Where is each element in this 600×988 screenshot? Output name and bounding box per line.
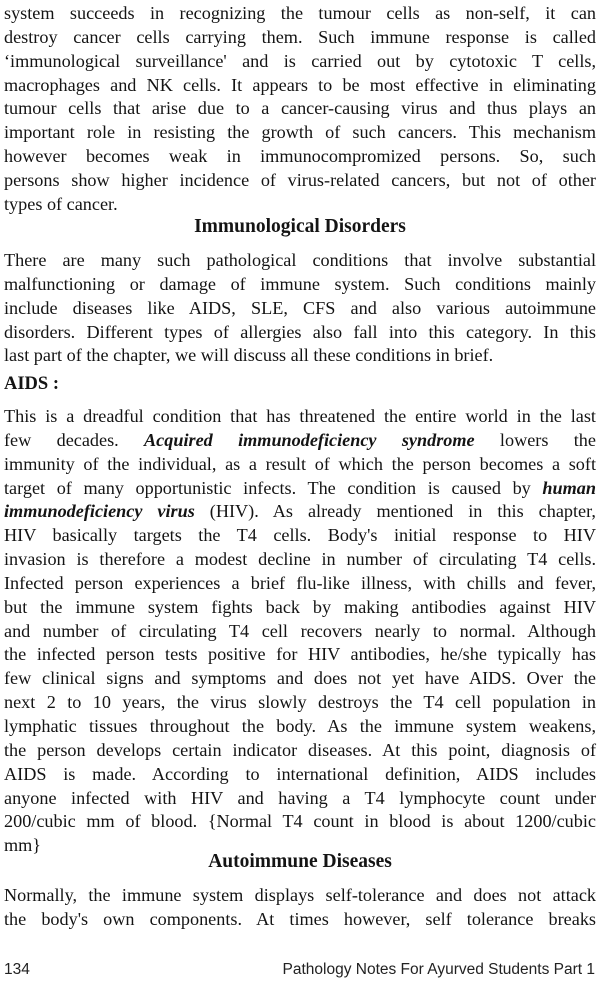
text-line: anyone infected with HIV and having a T4 lymphocyte count under (4, 787, 596, 808)
text-run: few decades. (4, 429, 145, 450)
text-line: include diseases like AIDS, SLE, CFS and also various autoimmune (4, 297, 596, 318)
paragraph-autoimmune (4, 884, 596, 932)
running-footer-title: Pathology Notes For Ayurved Students Part 1 (282, 961, 595, 978)
text-line: tumour cells that arise due to a cancer-causing virus and thus plays an (4, 98, 596, 119)
text-line: the infected person tests positive for HIV antibodies, he/she typically has (4, 644, 596, 665)
text-run: (HIV). As already mentioned in this chapter, (194, 501, 596, 522)
text-line: system succeeds in recognizing the tumour cells as non-self, it can (4, 3, 596, 23)
text-line: persons show higher incidence of virus-related cancers, but not of other (4, 169, 596, 190)
emphasized-term: immunodeficiency virus (4, 501, 195, 522)
text-line: 200/cubic mm of blood. {Normal T4 count in blood is about 1200/cubic (4, 811, 596, 832)
emphasized-term: human (542, 477, 596, 498)
text-line: and number of circulating T4 cell recovers nearly to normal. Although (4, 620, 596, 641)
text-run: target of many opportunistic infects. The condition is caused by (4, 477, 543, 498)
text-line: immunity of the individual, as a result of which the person becomes a soft (4, 453, 596, 474)
emphasized-term: Acquired immunodeficiency syndrome (144, 429, 475, 450)
text-line (4, 429, 596, 453)
text-line: macrophages and NK cells. It appears to be most effective in eliminating (4, 74, 596, 95)
text-line (4, 500, 596, 524)
text-line: destroy cancer cells carrying them. Such immune response is called (4, 26, 596, 47)
text-line: mm} (4, 835, 42, 856)
text-line: few clinical signs and symptoms and does not yet have AIDS. Over the (4, 668, 596, 689)
text-line: last part of the chapter, we will discuss all these conditions in brief. (4, 345, 494, 366)
text-line: next 2 to 10 years, the virus slowly destroys the T4 cell population in (4, 692, 596, 713)
text-line: the body's own components. At times however, self tolerance breaks (4, 908, 596, 929)
text-line: Normally, the immune system displays self-tolerance and does not attack (4, 885, 596, 905)
text-line: malfunctioning or damage of immune system. Such conditions mainly (4, 273, 596, 294)
text-line: types of cancer. (4, 193, 118, 214)
text-line: invasion is therefore a modest decline in number of circulating T4 cells. (4, 549, 596, 570)
section-heading-immunological-disorders: Immunological Disorders (194, 216, 406, 237)
text-line: ‘immunological surveillance' and is carried out by cytotoxic T cells, (4, 50, 596, 71)
section-heading-autoimmune-diseases: Autoimmune Diseases (208, 851, 392, 872)
text-line: disorders. Different types of allergies also fall into this category. In this (4, 321, 596, 342)
paragraph-immunological-disorders (4, 249, 596, 368)
text-line: however becomes weak in immunocompromized persons. So, such (4, 146, 596, 167)
text-run: lowers the (474, 429, 596, 450)
text-line: HIV basically targets the T4 cells. Body's initial response to HIV (4, 525, 596, 546)
paragraph-aids (4, 405, 596, 858)
text-line: AIDS is made. According to international definition, AIDS includes (4, 763, 596, 784)
text-line (4, 477, 596, 501)
text-line: There are many such pathological conditions that involve substantial (4, 250, 596, 270)
section-heading-aids: AIDS : (4, 374, 59, 394)
paragraph-tumour-surveillance (4, 2, 596, 217)
text-line: important role in resisting the growth of such cancers. This mechanism (4, 122, 596, 143)
text-line: the person develops certain indicator diseases. At this point, diagnosis of (4, 739, 596, 760)
text-line: lymphatic tissues throughout the body. As the immune system weakens, (4, 715, 596, 736)
text-line: Infected person experiences a brief flu-like illness, with chills and fever, (4, 572, 596, 593)
text-line: This is a dreadful condition that has threatened the entire world in the last (4, 406, 596, 426)
page-number: 134 (4, 961, 30, 978)
text-line: but the immune system fights back by making antibodies against HIV (4, 596, 596, 617)
